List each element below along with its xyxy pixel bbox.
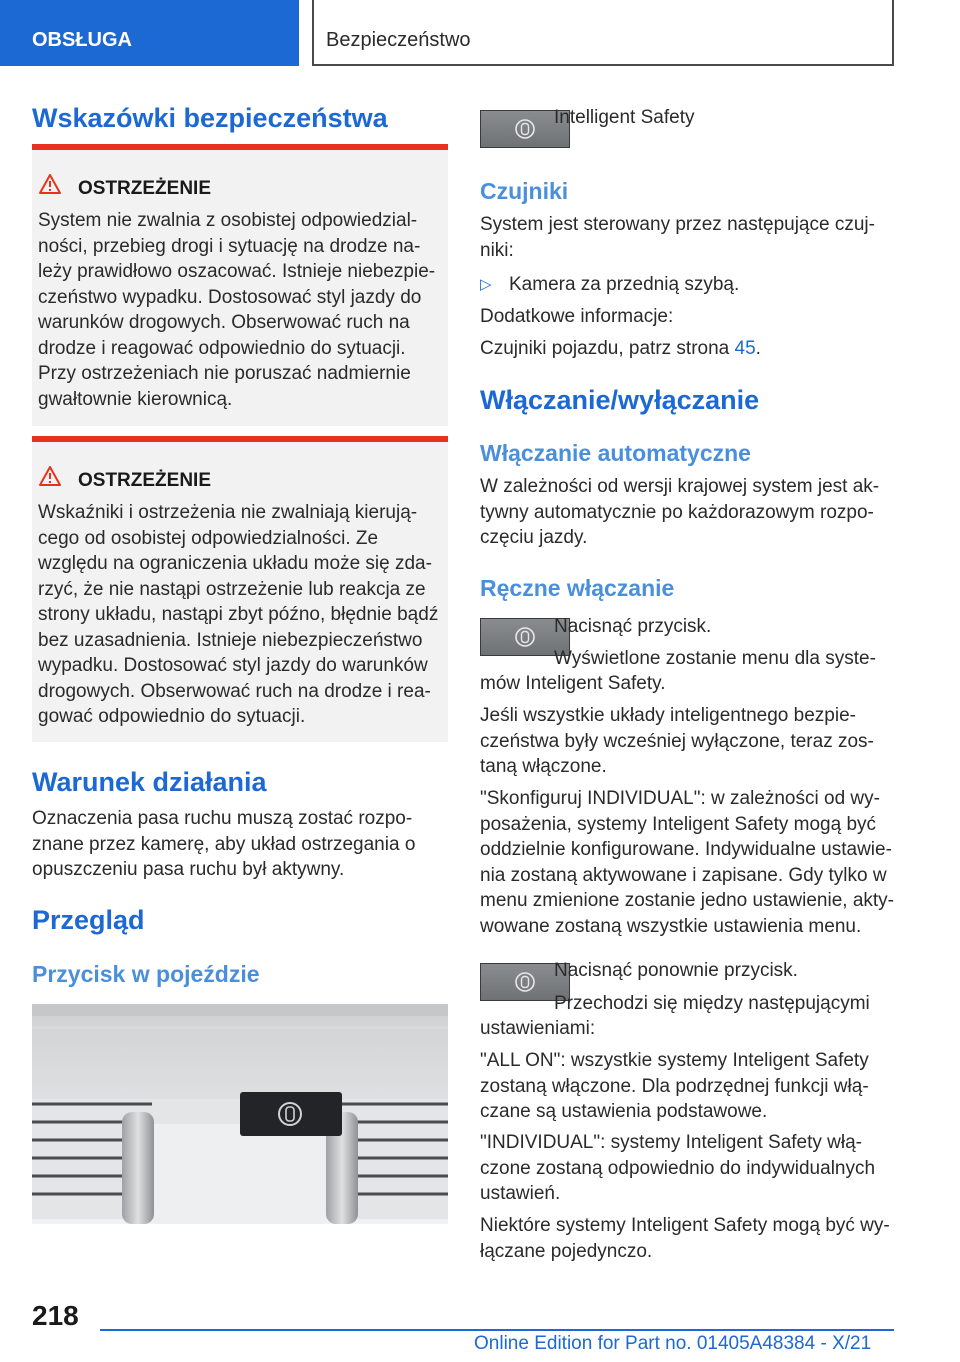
onoff-heading: Włączanie/wyłączanie	[480, 385, 760, 415]
individual-paragraph: "INDIVIDUAL": systemy Inteligent Safety włą‐ czone zostaną odpowiednio do indywidualnych ustawień.	[480, 1132, 876, 1204]
warning-label: OSTRZEŻENIE	[78, 178, 212, 199]
condition-text: Oznaczenia pasa ruchu muszą zostać rozpo‐ znane przez kamerę, aby układ ostrzegania o opuszczeniu pasa ruchu był aktywny.	[32, 808, 416, 880]
more-info-label: Dodatkowe informacje:	[480, 306, 674, 327]
page-link[interactable]: 45	[734, 338, 756, 359]
vehicle-button-photo	[32, 1004, 448, 1224]
sensors-reference: Czujniki pojazdu, patrz strona 45.	[480, 338, 761, 359]
menu-shown-text-cont: mów Inteligent Safety.	[480, 673, 666, 694]
footer-divider	[100, 1329, 894, 1331]
sensors-heading: Czujniki	[480, 178, 569, 204]
menu-shown-text: Wyświetlone zostanie menu dla syste‐	[554, 648, 876, 669]
sensors-text: System jest sterowany przez następujące czuj‐ niki:	[480, 214, 875, 261]
press-again-text: Nacisnąć ponownie przycisk.	[554, 960, 798, 981]
section-title: Wskazówki bezpieczeństwa	[32, 103, 388, 133]
warning-text: Wskaźniki i ostrzeżenia nie zwalniają kierują‐ cego od osobistej odpowiedzialności. Ze względu na ograniczenia układu może się zda‐ rzyć, że nie nastąpi ostrzeżenie lub reakcja ze strony układu, nastąpi zbyt późno, błędnie bądź bez uzasadnienia. Istnieje niebezpieczeństwo wypadku. Dostosować styl jazdy do warunków drogowych. Obserwować ruch na drodze i rea‐ gować odpowiednio do sytuacji.	[38, 502, 439, 727]
auto-text: W zależności od wersji krajowej system jest ak‐ tywny automatycznie po każdorazowym rozpo‐ częciu jazdy.	[480, 476, 880, 548]
edition-note: Online Edition for Part no. 01405A48384 - X/21	[474, 1333, 872, 1354]
configure-paragraph: "Skonfiguruj INDIVIDUAL": w zależności od wy‐ posażenia, systemy Inteligent Safety mogą być oddzielnie konfigurowane. Indywidualne ustawie‐ nia zostaną aktywowane i zapisane. Gdy tylko w menu zmienione zostanie jedno ustawienie, akty‐ wowane zostaną wszystkie ustawienia menu.	[480, 788, 895, 937]
button-heading: Przycisk w pojeździe	[32, 961, 260, 987]
warning-box-1	[32, 144, 448, 426]
warning-text: System nie zwalnia z osobistej odpowiedzial‐ ności, przebieg drogi i sytuację na drodze na‐ leży prawidłowo oszacować. Istnieje niebezpie‐ czeństwo wypadku. Dostosować styl jazdy do warunków drogowych. Obserwować ruch na drodze i reagować odpowiednio do sytuacji. Przy ostrzeżeniach nie poruszać nadmiernie gwałtownie kierownicą.	[38, 210, 436, 410]
condition-heading: Warunek działania	[32, 767, 267, 797]
switches-text: Przechodzi się między następującymi	[554, 993, 870, 1014]
all-on-paragraph: "ALL ON": wszystkie systemy Inteligent Safety zostaną włączone. Dla podrzędnej funkcji włą‐ czane są ustawienia podstawowe.	[480, 1050, 869, 1122]
warning-triangle-icon	[39, 174, 61, 199]
auto-heading: Włączanie automatyczne	[480, 440, 751, 466]
warning-triangle-icon	[39, 466, 61, 491]
overview-heading: Przegląd	[32, 905, 145, 935]
bullet-arrow-icon: ▷	[480, 276, 492, 293]
all-off-paragraph: Jeśli wszystkie układy inteligentnego bezpie‐ czeństwa były wcześniej wyłączone, teraz zos‐ taną włączone.	[480, 705, 874, 777]
press-button-text: Nacisnąć przycisk.	[554, 616, 712, 637]
intelligent-safety-label: Intelligent Safety	[554, 107, 695, 128]
some-systems-paragraph: Niektóre systemy Inteligent Safety mogą być wy‐ łączane pojedynczo.	[480, 1215, 890, 1262]
switches-text-cont: ustawieniami:	[480, 1018, 596, 1039]
header-section-label: OBSŁUGA	[0, 0, 299, 66]
warning-label: OSTRZEŻENIE	[78, 470, 212, 491]
page-number: 218	[32, 1300, 79, 1331]
header-chapter-label: Bezpieczeństwo	[312, 0, 894, 66]
manual-heading: Ręczne włączanie	[480, 575, 675, 601]
warning-box-2	[32, 436, 448, 742]
bullet-item: Kamera za przednią szybą.	[509, 274, 740, 295]
